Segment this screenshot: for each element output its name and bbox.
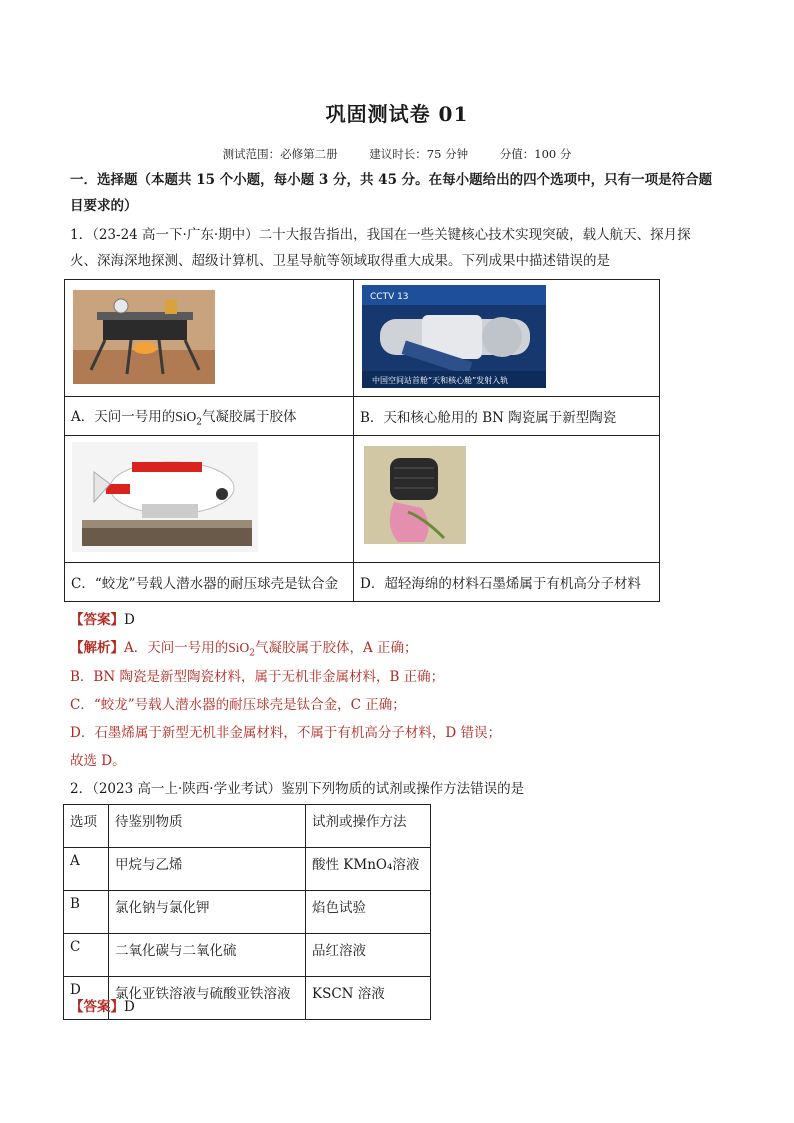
q1-stem-1: 1．（23-24 高一下·广东·期中）二十大报告指出，我国在一些关键核心技术实现突破，载人航天、探月探 <box>70 227 691 243</box>
section-heading-2: 目要求的） <box>70 198 138 214</box>
option-b-image-cell <box>354 280 660 397</box>
core-module-image <box>362 285 546 388</box>
table-row: D 氯化亚铁溶液与硫酸亚铁溶液 KSCN 溶液 <box>64 977 431 1020</box>
q2-answer: 【答案】D <box>70 999 135 1015</box>
q2-table <box>63 804 431 1020</box>
q1-analysis-c: C．“蛟龙”号载人潜水器的耐压球壳是钛合金，C 正确； <box>70 697 406 713</box>
q1-analysis-a: 【解析】A．天问一号用的SiO$_2$气凝胶属于胶体，A 正确； <box>70 640 418 659</box>
header-cell: 试剂或操作方法 <box>306 805 431 848</box>
test-range: 测试范围：必修第二册 <box>222 147 338 161</box>
q1-answer: 【答案】D <box>70 612 135 628</box>
table-header-row <box>64 805 431 848</box>
suggested-time: 建议时长：75 分钟 <box>369 147 469 161</box>
image-caption: 中国空间站首舱“天和核心舱”发射入轨 <box>372 376 509 385</box>
q1-analysis-b: B．BN 陶瓷是新型陶瓷材料，属于无机非金属材料，B 正确； <box>70 669 445 685</box>
option-d: D．超轻海绵的材料石墨烯属于有机高分子材料 <box>354 563 660 602</box>
submersible-image <box>72 442 258 552</box>
q1-conclusion: 故选 D。 <box>70 753 126 769</box>
option-a-image-cell <box>65 280 354 397</box>
option-c: C．“蛟龙”号载人潜水器的耐压球壳是钛合金 <box>65 563 354 602</box>
option-b: B．天和核心舱用的 BN 陶瓷属于新型陶瓷 <box>354 397 660 436</box>
option-a: A．天问一号用的SiO$_2$气凝胶属于胶体 <box>65 397 354 436</box>
page-title: 巩固测试卷 01 <box>325 102 469 126</box>
option-c-image-cell <box>65 436 354 563</box>
option-d-image-cell <box>354 436 660 563</box>
total-score: 分值：100 分 <box>499 147 572 161</box>
graphene-sponge-image <box>364 446 466 544</box>
lander-image <box>73 290 215 384</box>
header-cell: 选项 <box>64 805 109 848</box>
header-cell: 待鉴别物质 <box>109 805 306 848</box>
cctv-logo: CCTV 13 <box>370 292 409 302</box>
table-row: C 二氧化碳与二氧化硫 品红溶液 <box>64 934 431 977</box>
q1-stem-2: 火、深海深地探测、超级计算机、卫星导航等领域取得重大成果。下列成果中描述错误的是 <box>70 253 610 269</box>
q1-analysis-d: D．石墨烯属于新型无机非金属材料，不属于有机高分子材料，D 错误； <box>70 725 501 741</box>
q1-options-table <box>64 279 660 602</box>
exam-meta <box>0 146 794 162</box>
table-row: A 甲烷与乙烯 酸性 KMnO₄溶液 <box>64 848 431 891</box>
section-heading-1: 一．选择题（本题共 15 个小题，每小题 3 分，共 45 分。在每小题给出的四个选项中，只有一项是符合题 <box>70 172 713 188</box>
q2-stem: 2．（2023 高一上·陕西·学业考试）鉴别下列物质的试剂或操作方法错误的是 <box>70 781 525 797</box>
table-row: B 氯化钠与氯化钾 焰色试验 <box>64 891 431 934</box>
